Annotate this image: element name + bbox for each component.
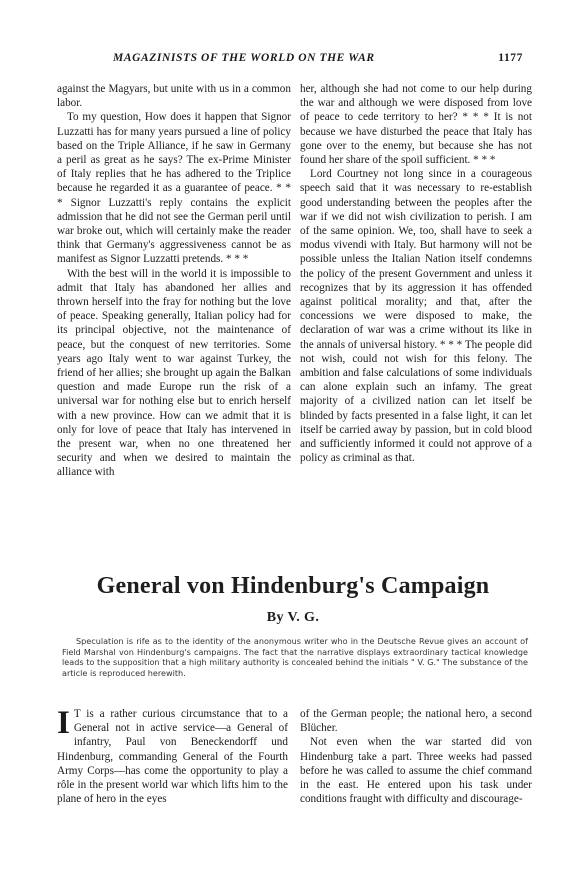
- paragraph-text: T is a rather curious circumstance that to a General not in active service—a General of infantry, Paul von Beneckendorff und Hindenburg, commanding General of the Fourth Army Corps—has come the opportunity to play a rôle in the present world war which lifts him to the plane of hero in the eyes: [57, 708, 288, 806]
- top-right-column: [300, 82, 532, 465]
- paragraph: Lord Courtney not long since in a courageous speech said that it was necessary to re-establish good understanding between the peoples after the war if we did not wish civilization to perish. I am of the same opinion. We, too, shall have to seek a modus vivendi with Italy. But harmony will not be possible unless the Italian Nation itself condemns the policy of the present Government and unless it recognizes that by its aggression it has offended against political morality; and that, after the concessions we were disposed to make, the declaration of war was a crime without its like in the annals of universal history. * * * The people did not wish, could not wish for this felony. The ambition and false calculations of some individuals can alone explain such an infamy. The great majority of a civilized nation can let itself be blinded by facts presented in a false light, it can let itself be carried away by passion, but in cold blood and sufficiently informed it could not approve of a policy as criminal as that.: [300, 168, 532, 465]
- article-title: General von Hindenburg's Campaign: [96, 573, 490, 599]
- page-number: 1177: [498, 52, 523, 64]
- paragraph: her, although she had not come to our help during the war and although we were disposed from love of peace to cede territory to her? * * * It is not because we have disturbed the peace that Italy has gone over to the enemy, but because she has not found her share of the spoil sufficient. * * *: [300, 83, 532, 167]
- editor-note-text: Speculation is rife as to the identity of the anonymous writer who in the Deutsche Revue gives an account of Field Marshal von Hindenburg's campaigns. The fact that the narrative displays extraordinary tactical knowledge leads to the supposition that a high military authority is concealed behind the initials " V. G." The substance of the article is reproduced herewith.: [62, 636, 528, 678]
- running-header: [55, 52, 523, 70]
- paragraph: Not even when the war started did von Hindenburg take a part. Three weeks had passed before he was called to assume the chief command in the east. He entered upon his task under conditions fraught with difficulty and discourage-: [300, 736, 532, 806]
- paragraph: To my question, How does it happen that Signor Luzzatti has for many years pursued a line of policy based on the Triple Alliance, if he saw in Germany a peril as great as he says? The ex-Prime Minister of Italy replies that he has adhered to the Triplice because he regarded it as a guarantee of peace. * * * Signor Luzzatti's reply contains the explicit admission that he did not see the German peril until war broke out, which will certainly make the reader think that Germany's aggressiveness cannot be as manifest as Signor Luzzatti pretends. * * *: [57, 111, 291, 266]
- running-title: MAGAZINISTS OF THE WORLD ON THE WAR: [113, 52, 375, 64]
- paragraph: With the best will in the world it is impossible to admit that Italy has abandoned her allies and thrown herself into the fray for nothing but the love of peace. Speaking generally, Italian policy had for its principal objective, not the maintenance of peace, but the conquest of new territories. Some years ago Italy went to war against Turkey, the friend of her allies; she brought up again the Balkan question and made Europe run the risk of a universal war for nothing else but to enrich herself with a new province. How can we admit that it is only for love of peace that Italy has intervened in the present war, when no one threatened her security and when we desired to maintain the alliance with: [57, 267, 291, 479]
- article-right-column: [300, 707, 532, 806]
- drop-cap: I: [57, 705, 70, 741]
- article-left-column: [57, 707, 288, 806]
- editor-note: [62, 636, 528, 678]
- paragraph: of the German people; the national hero, a second Blücher.: [300, 708, 532, 735]
- top-left-column: [57, 82, 291, 480]
- article-byline: By V. G.: [266, 610, 320, 625]
- paragraph: [57, 707, 288, 806]
- paragraph: against the Magyars, but unite with us in a common labor.: [57, 83, 291, 110]
